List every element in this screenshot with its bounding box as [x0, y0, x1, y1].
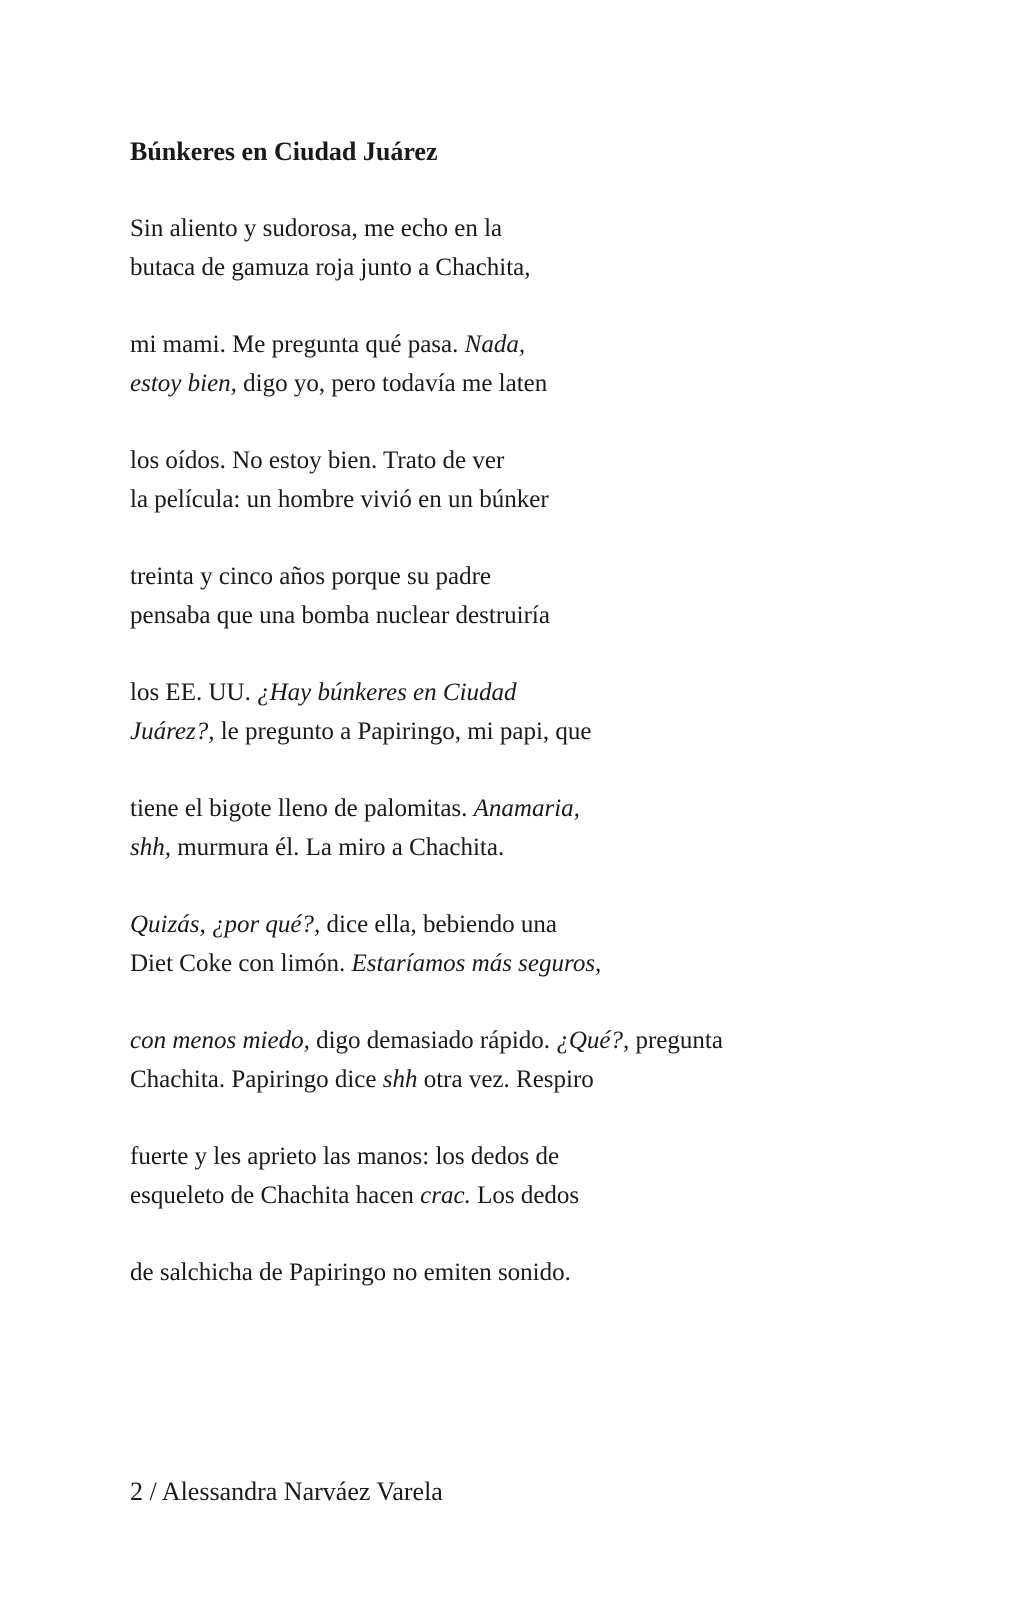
- poem-line: [130, 209, 910, 248]
- italic-text: Estaríamos más seguros,: [351, 950, 602, 977]
- line-text: treinta y cinco años porque su padre: [130, 563, 491, 590]
- line-text: murmura él. La miro a Chachita.: [170, 834, 505, 861]
- italic-text: crac.: [420, 1182, 471, 1209]
- footer-separator: /: [143, 1477, 162, 1506]
- poem-line: [130, 673, 910, 712]
- poem-line: [130, 1137, 910, 1176]
- line-text: digo demasiado rápido.: [309, 1027, 557, 1054]
- line-text: esqueleto de Chachita hacen: [130, 1182, 421, 1209]
- italic-text: estoy bien,: [130, 370, 237, 397]
- line-text: Diet Coke con limón.: [130, 950, 352, 977]
- line-text: los oídos. No estoy bien. Trato de ver: [130, 447, 505, 474]
- line-text: de salchicha de Papiringo no emiten sonido.: [130, 1259, 571, 1286]
- poem-line: [130, 480, 910, 519]
- italic-text: shh,: [130, 834, 171, 861]
- italic-text: con menos miedo,: [130, 1027, 310, 1054]
- stanza: [130, 1137, 910, 1215]
- stanza: [130, 905, 910, 983]
- line-text: digo yo, pero todavía me laten: [236, 370, 548, 397]
- italic-text: shh: [382, 1066, 418, 1093]
- poem-line: [130, 1021, 910, 1060]
- line-text: Chachita. Papiringo dice: [130, 1066, 383, 1093]
- poem-line: [130, 944, 910, 983]
- poem-line: [130, 248, 910, 287]
- poem-line: [130, 364, 910, 403]
- italic-text: Nada,: [464, 331, 526, 358]
- line-text: dice ella, bebiendo una: [320, 911, 558, 938]
- poem-line: [130, 1253, 910, 1292]
- poem-line: [130, 789, 910, 828]
- italic-text: ¿Hay búnkeres en Ciudad: [257, 679, 517, 706]
- line-text: la película: un hombre vivió en un búnker: [130, 486, 549, 513]
- stanza: [130, 325, 910, 403]
- line-text: los EE. UU.: [130, 679, 258, 706]
- line-text: butaca de gamuza roja junto a Chachita,: [130, 254, 531, 281]
- poem-line: [130, 1060, 910, 1099]
- italic-text: Quizás, ¿por qué?,: [130, 911, 321, 938]
- line-text: Los dedos: [470, 1182, 580, 1209]
- line-text: fuerte y les aprieto las manos: los dedos de: [130, 1143, 560, 1170]
- page-number: 2: [130, 1477, 143, 1506]
- italic-text: Juárez?,: [130, 718, 215, 745]
- italic-text: ¿Qué?,: [556, 1027, 630, 1054]
- poem-line: [130, 1176, 910, 1215]
- stanza: [130, 673, 910, 751]
- stanza: [130, 209, 910, 287]
- line-text: le pregunto a Papiringo, mi papi, que: [214, 718, 592, 745]
- poem-line: [130, 557, 910, 596]
- poem-title: Búnkeres en Ciudad Juárez: [130, 137, 438, 166]
- poem-line: [130, 596, 910, 635]
- poem-line: [130, 828, 910, 867]
- stanza: [130, 557, 910, 635]
- poem-line: [130, 905, 910, 944]
- line-text: tiene el bigote lleno de palomitas.: [130, 795, 474, 822]
- stanza: [130, 1253, 910, 1292]
- italic-text: Anamaria,: [473, 795, 580, 822]
- page-footer: [130, 1476, 443, 1508]
- line-text: Sin aliento y sudorosa, me echo en la: [130, 215, 503, 242]
- poem-line: [130, 325, 910, 364]
- line-text: mi mami. Me pregunta qué pasa.: [130, 331, 465, 358]
- line-text: pregunta: [629, 1027, 723, 1054]
- poem-line: [130, 712, 910, 751]
- poem-line: [130, 441, 910, 480]
- poem-body: [130, 209, 910, 1330]
- stanza: [130, 441, 910, 519]
- stanza: [130, 1021, 910, 1099]
- line-text: pensaba que una bomba nuclear destruiría: [130, 602, 550, 629]
- stanza: [130, 789, 910, 867]
- line-text: otra vez. Respiro: [417, 1066, 594, 1093]
- author-name: Alessandra Narváez Varela: [161, 1477, 443, 1506]
